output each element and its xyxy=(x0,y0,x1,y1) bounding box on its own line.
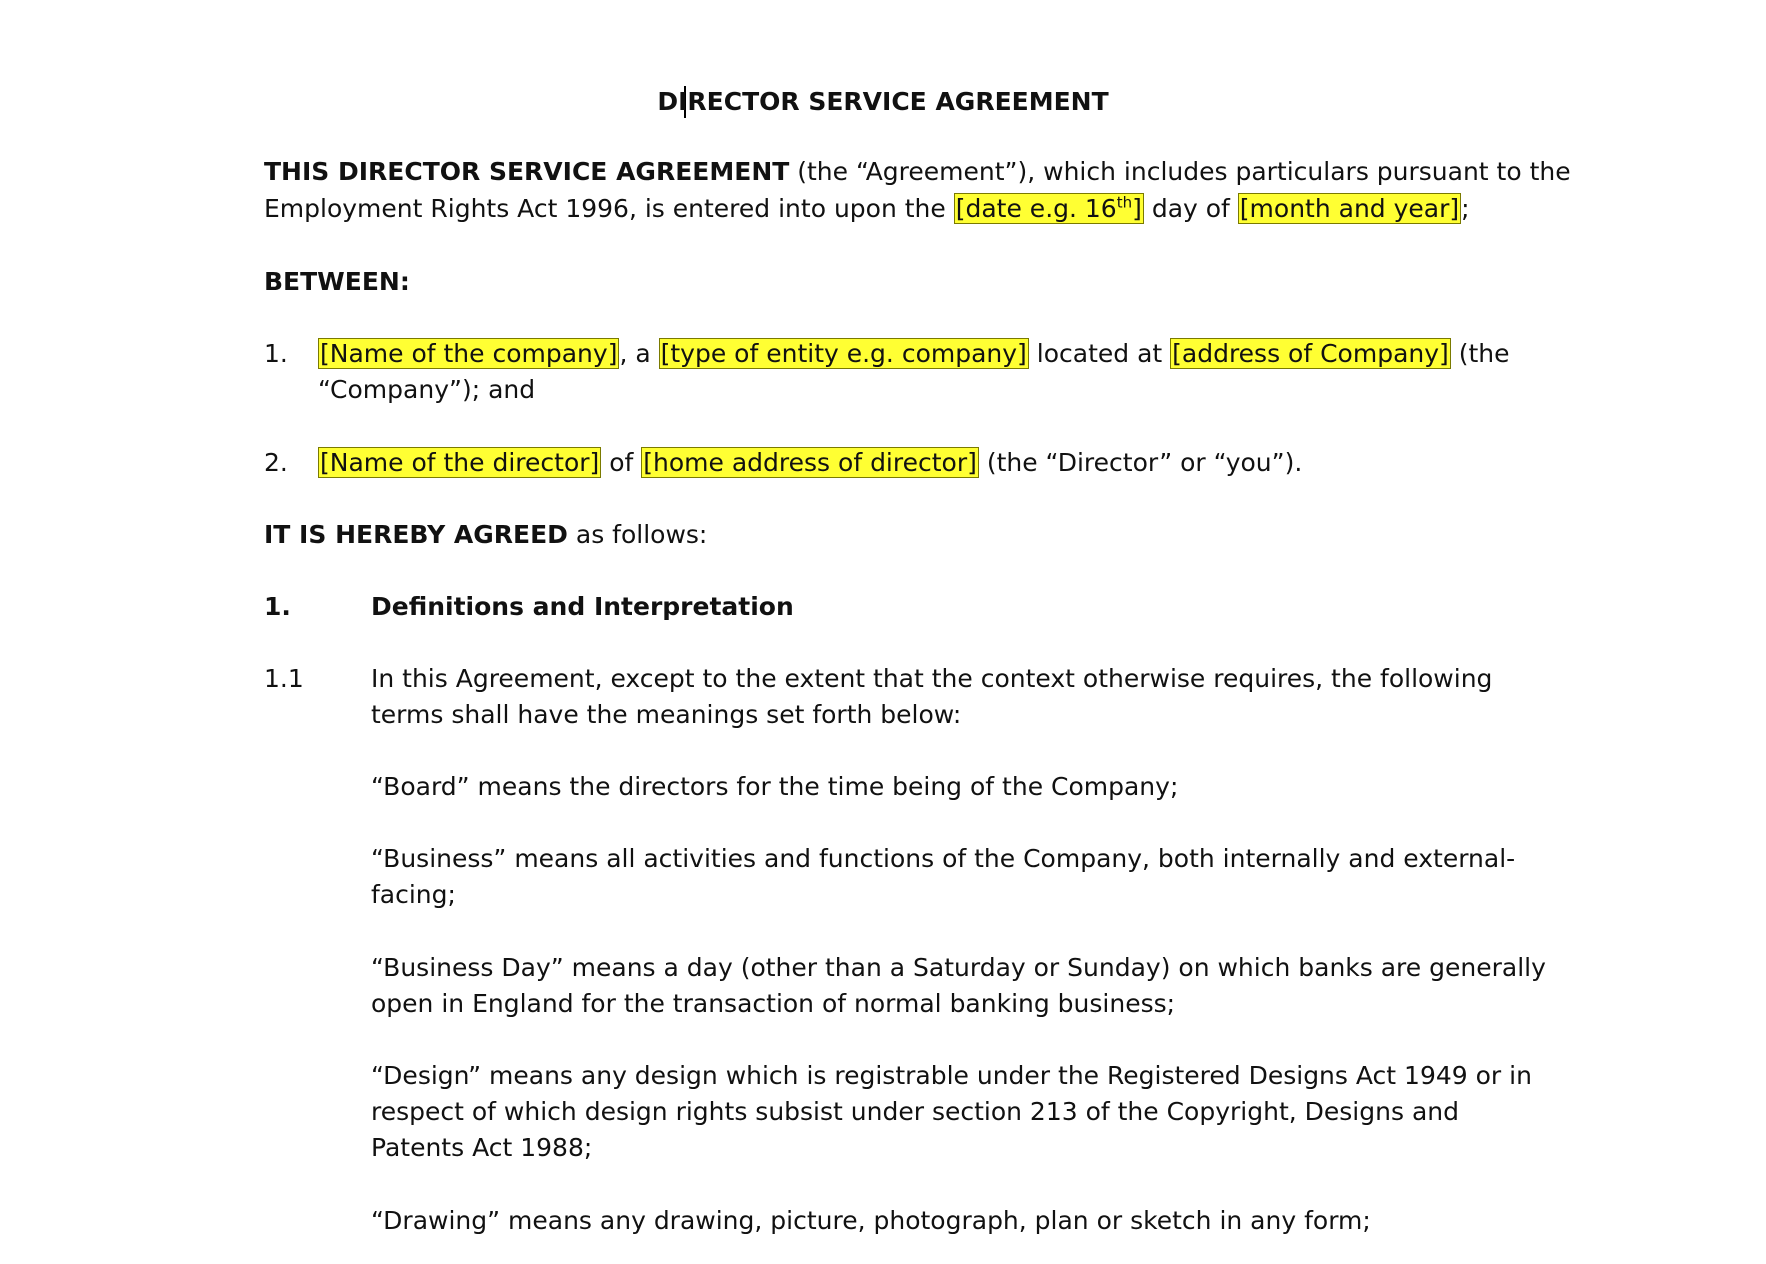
definition-board: “Board” means the directors for the time being of the Company; xyxy=(371,772,1179,801)
clause-1-1-line-2: terms shall have the meanings set forth below: xyxy=(371,700,962,729)
intro-text-2: Employment Rights Act 1996, is entered into upon the xyxy=(264,194,954,223)
definition-design-line-2: respect of which design rights subsist under section 213 of the Copyright, Designs and xyxy=(371,1097,1459,1126)
definition-business-line-2: facing; xyxy=(371,880,456,909)
party-1-text-c: (the xyxy=(1450,339,1510,368)
intro-line-2 xyxy=(264,191,1470,227)
section-1-heading: Definitions and Interpretation xyxy=(371,592,794,621)
party-2-number: 2. xyxy=(264,448,288,477)
party-1-line-2: “Company”); and xyxy=(318,375,536,404)
between-label: BETWEEN: xyxy=(264,267,410,296)
placeholder-date-sup: th xyxy=(1116,193,1133,212)
intro-text-3: day of xyxy=(1143,194,1238,223)
placeholder-entity-type[interactable]: [type of entity e.g. company] xyxy=(660,339,1027,368)
placeholder-director-address[interactable]: [home address of director] xyxy=(643,448,977,477)
definition-business-day-line-1: “Business Day” means a day (other than a Saturday or Sunday) on which banks are generally xyxy=(371,953,1546,982)
placeholder-date[interactable] xyxy=(954,193,1144,224)
intro-line-1 xyxy=(264,154,1571,190)
party-1-number: 1. xyxy=(264,339,288,368)
definition-design-line-3: Patents Act 1988; xyxy=(371,1133,593,1162)
party-2-line-1 xyxy=(318,445,1302,481)
placeholder-company-address[interactable]: [address of Company] xyxy=(1172,339,1449,368)
party-2-text-b: (the “Director” or “you”). xyxy=(978,448,1303,477)
definition-drawing: “Drawing” means any drawing, picture, photograph, plan or sketch in any form; xyxy=(371,1206,1371,1235)
agreed-bold: IT IS HEREBY AGREED xyxy=(264,520,568,549)
party-1-text-a: , a xyxy=(619,339,659,368)
placeholder-date-close: ] xyxy=(1132,194,1142,223)
party-2-text-a: of xyxy=(601,448,642,477)
definition-design-line-1: “Design” means any design which is registrable under the Registered Designs Act 1949 or in xyxy=(371,1061,1532,1090)
clause-1-1-line-1: In this Agreement, except to the extent that the context otherwise requires, the following xyxy=(371,664,1493,693)
agreed-text: as follows: xyxy=(567,520,708,549)
intro-text-1: (the “Agreement”), which includes particulars pursuant to the xyxy=(789,157,1571,186)
placeholder-date-text: [date e.g. 16 xyxy=(955,194,1117,223)
definition-business-line-1: “Business” means all activities and functions of the Company, both internally and external- xyxy=(371,844,1516,873)
party-1-line-1 xyxy=(318,336,1510,372)
placeholder-director-name[interactable]: [Name of the director] xyxy=(320,448,600,477)
party-1-text-b: located at xyxy=(1028,339,1171,368)
document-title: DIRECTOR SERVICE AGREEMENT xyxy=(657,87,1109,116)
definition-business-day-line-2: open in England for the transaction of normal banking business; xyxy=(371,989,1176,1018)
intro-text-4: ; xyxy=(1461,194,1470,223)
placeholder-company-name[interactable]: [Name of the company] xyxy=(320,339,618,368)
agreed-line xyxy=(264,517,707,553)
intro-bold-lead: THIS DIRECTOR SERVICE AGREEMENT xyxy=(264,157,790,186)
placeholder-month-year[interactable]: [month and year] xyxy=(1239,194,1460,223)
clause-1-1-number: 1.1 xyxy=(264,664,304,693)
section-1-number: 1. xyxy=(264,592,291,621)
